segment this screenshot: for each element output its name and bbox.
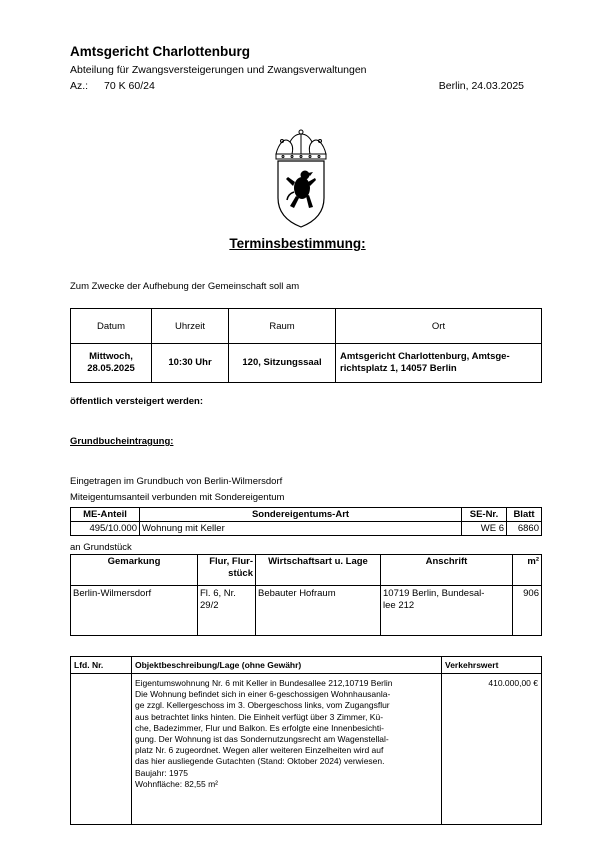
appointment-place: Amtsgericht Charlottenburg, Amtsge- richtsplatz 1, 14057 Berlin bbox=[336, 344, 542, 383]
description-line: platz Nr. 6 zugeordnet. Wegen aller weiteren Einzelheiten wird auf bbox=[135, 745, 384, 756]
an-grundstueck-label: an Grundstück bbox=[70, 542, 132, 553]
place-date: Berlin, 24.03.2025 bbox=[438, 80, 524, 92]
description-line: gung. Der Wohnung ist das Sondernutzungsrecht am Wagenstellal- bbox=[135, 734, 389, 745]
plot-header-row bbox=[71, 555, 542, 586]
anschrift: 10719 Berlin, Bundesal- lee 212 bbox=[381, 586, 513, 636]
appointment-time: 10:30 Uhr bbox=[152, 344, 229, 383]
plot-row bbox=[71, 586, 542, 636]
description-line: Eigentumswohnung Nr. 6 mit Keller in Bundesallee 212,10719 Berlin bbox=[135, 678, 393, 688]
header-anschrift: Anschrift bbox=[381, 555, 513, 586]
me-share: 495/10.000 bbox=[71, 522, 140, 536]
header-value: Verkehrswert bbox=[442, 657, 542, 674]
wirtschaftsart: Bebauter Hofraum bbox=[256, 586, 381, 636]
intro-text: Zum Zwecke der Aufhebung der Gemeinschaft soll am bbox=[70, 281, 300, 292]
appointment-row bbox=[71, 344, 542, 383]
header-se-number: SE-Nr. bbox=[462, 508, 507, 522]
object-header-row bbox=[71, 657, 542, 674]
header-wirtschaftsart: Wirtschaftsart u. Lage bbox=[256, 555, 381, 586]
header-place: Ort bbox=[336, 309, 542, 344]
header-flur: Flur, Flur- stück bbox=[198, 555, 256, 586]
header-time: Uhrzeit bbox=[152, 309, 229, 344]
header-room: Raum bbox=[229, 309, 336, 344]
grundbuch-line-2: Miteigentumsanteil verbunden mit Sondereigentum bbox=[70, 492, 285, 503]
se-number: WE 6 bbox=[462, 522, 507, 536]
berlin-coat-of-arms-icon bbox=[268, 128, 334, 230]
object-table bbox=[70, 656, 542, 825]
co-ownership-table bbox=[70, 507, 542, 536]
gemarkung: Berlin-Wilmersdorf bbox=[71, 586, 198, 636]
appointment-header-row bbox=[71, 309, 542, 344]
department: Abteilung für Zwangsversteigerungen und Zwangsverwaltungen bbox=[70, 64, 367, 76]
description-line: ge zzgl. Kellergeschoss im 3. Obergeschoss links, vom Zugangsflur bbox=[135, 700, 390, 711]
header-sheet: Blatt bbox=[507, 508, 542, 522]
co-ownership-row bbox=[71, 522, 542, 536]
plot-table bbox=[70, 554, 542, 636]
lfd-nr bbox=[71, 674, 132, 825]
header-area: m² bbox=[513, 555, 542, 586]
appointment-date: Mittwoch, 28.05.2025 bbox=[71, 344, 152, 383]
co-ownership-header-row bbox=[71, 508, 542, 522]
public-auction-text: öffentlich versteigert werden: bbox=[70, 396, 204, 407]
description-line: das hier ausliegende Gutachten (Stand: Oktober 2024) verwiesen. bbox=[135, 756, 385, 767]
grundbuch-heading: Grundbucheintragung: bbox=[70, 436, 174, 447]
court-name: Amtsgericht Charlottenburg bbox=[70, 44, 251, 59]
area: 906 bbox=[513, 586, 542, 636]
sheet-number: 6860 bbox=[507, 522, 542, 536]
grundbuch-line-1: Eingetragen im Grundbuch von Berlin-Wilmersdorf bbox=[70, 476, 283, 487]
object-description bbox=[132, 674, 442, 825]
header-date: Datum bbox=[71, 309, 152, 344]
header-se-type: Sondereigentums-Art bbox=[140, 508, 462, 522]
market-value: 410.000,00 € bbox=[442, 674, 542, 825]
description-line: aus betrachtet links hinten. Die Einheit verfügt über 3 Zimmer, Kü- bbox=[135, 711, 384, 722]
description-line: Wohnfläche: 82,55 m² bbox=[135, 778, 218, 789]
header-lfd-nr: Lfd. Nr. bbox=[71, 657, 132, 674]
se-type: Wohnung mit Keller bbox=[140, 522, 462, 536]
description-line: che, Badezimmer, Flur und Balkon. Es erfolgte eine Innenbesichti- bbox=[135, 722, 384, 733]
description-line: Die Wohnung befindet sich in einer 6-geschossigen Wohnhausanla- bbox=[135, 689, 391, 700]
case-number-label: Az.: bbox=[70, 80, 89, 92]
object-row bbox=[71, 674, 542, 825]
document-title: Terminsbestimmung: bbox=[229, 236, 366, 251]
appointment-room: 120, Sitzungssaal bbox=[229, 344, 336, 383]
case-number: 70 K 60/24 bbox=[104, 80, 155, 92]
description-line: Baujahr: 1975 bbox=[135, 767, 188, 778]
header-description: Objektbeschreibung/Lage (ohne Gewähr) bbox=[132, 657, 442, 674]
flur-flurstueck: Fl. 6, Nr. 29/2 bbox=[198, 586, 256, 636]
header-me-share: ME-Anteil bbox=[71, 508, 140, 522]
appointment-table bbox=[70, 308, 542, 383]
header-gemarkung: Gemarkung bbox=[71, 555, 198, 586]
